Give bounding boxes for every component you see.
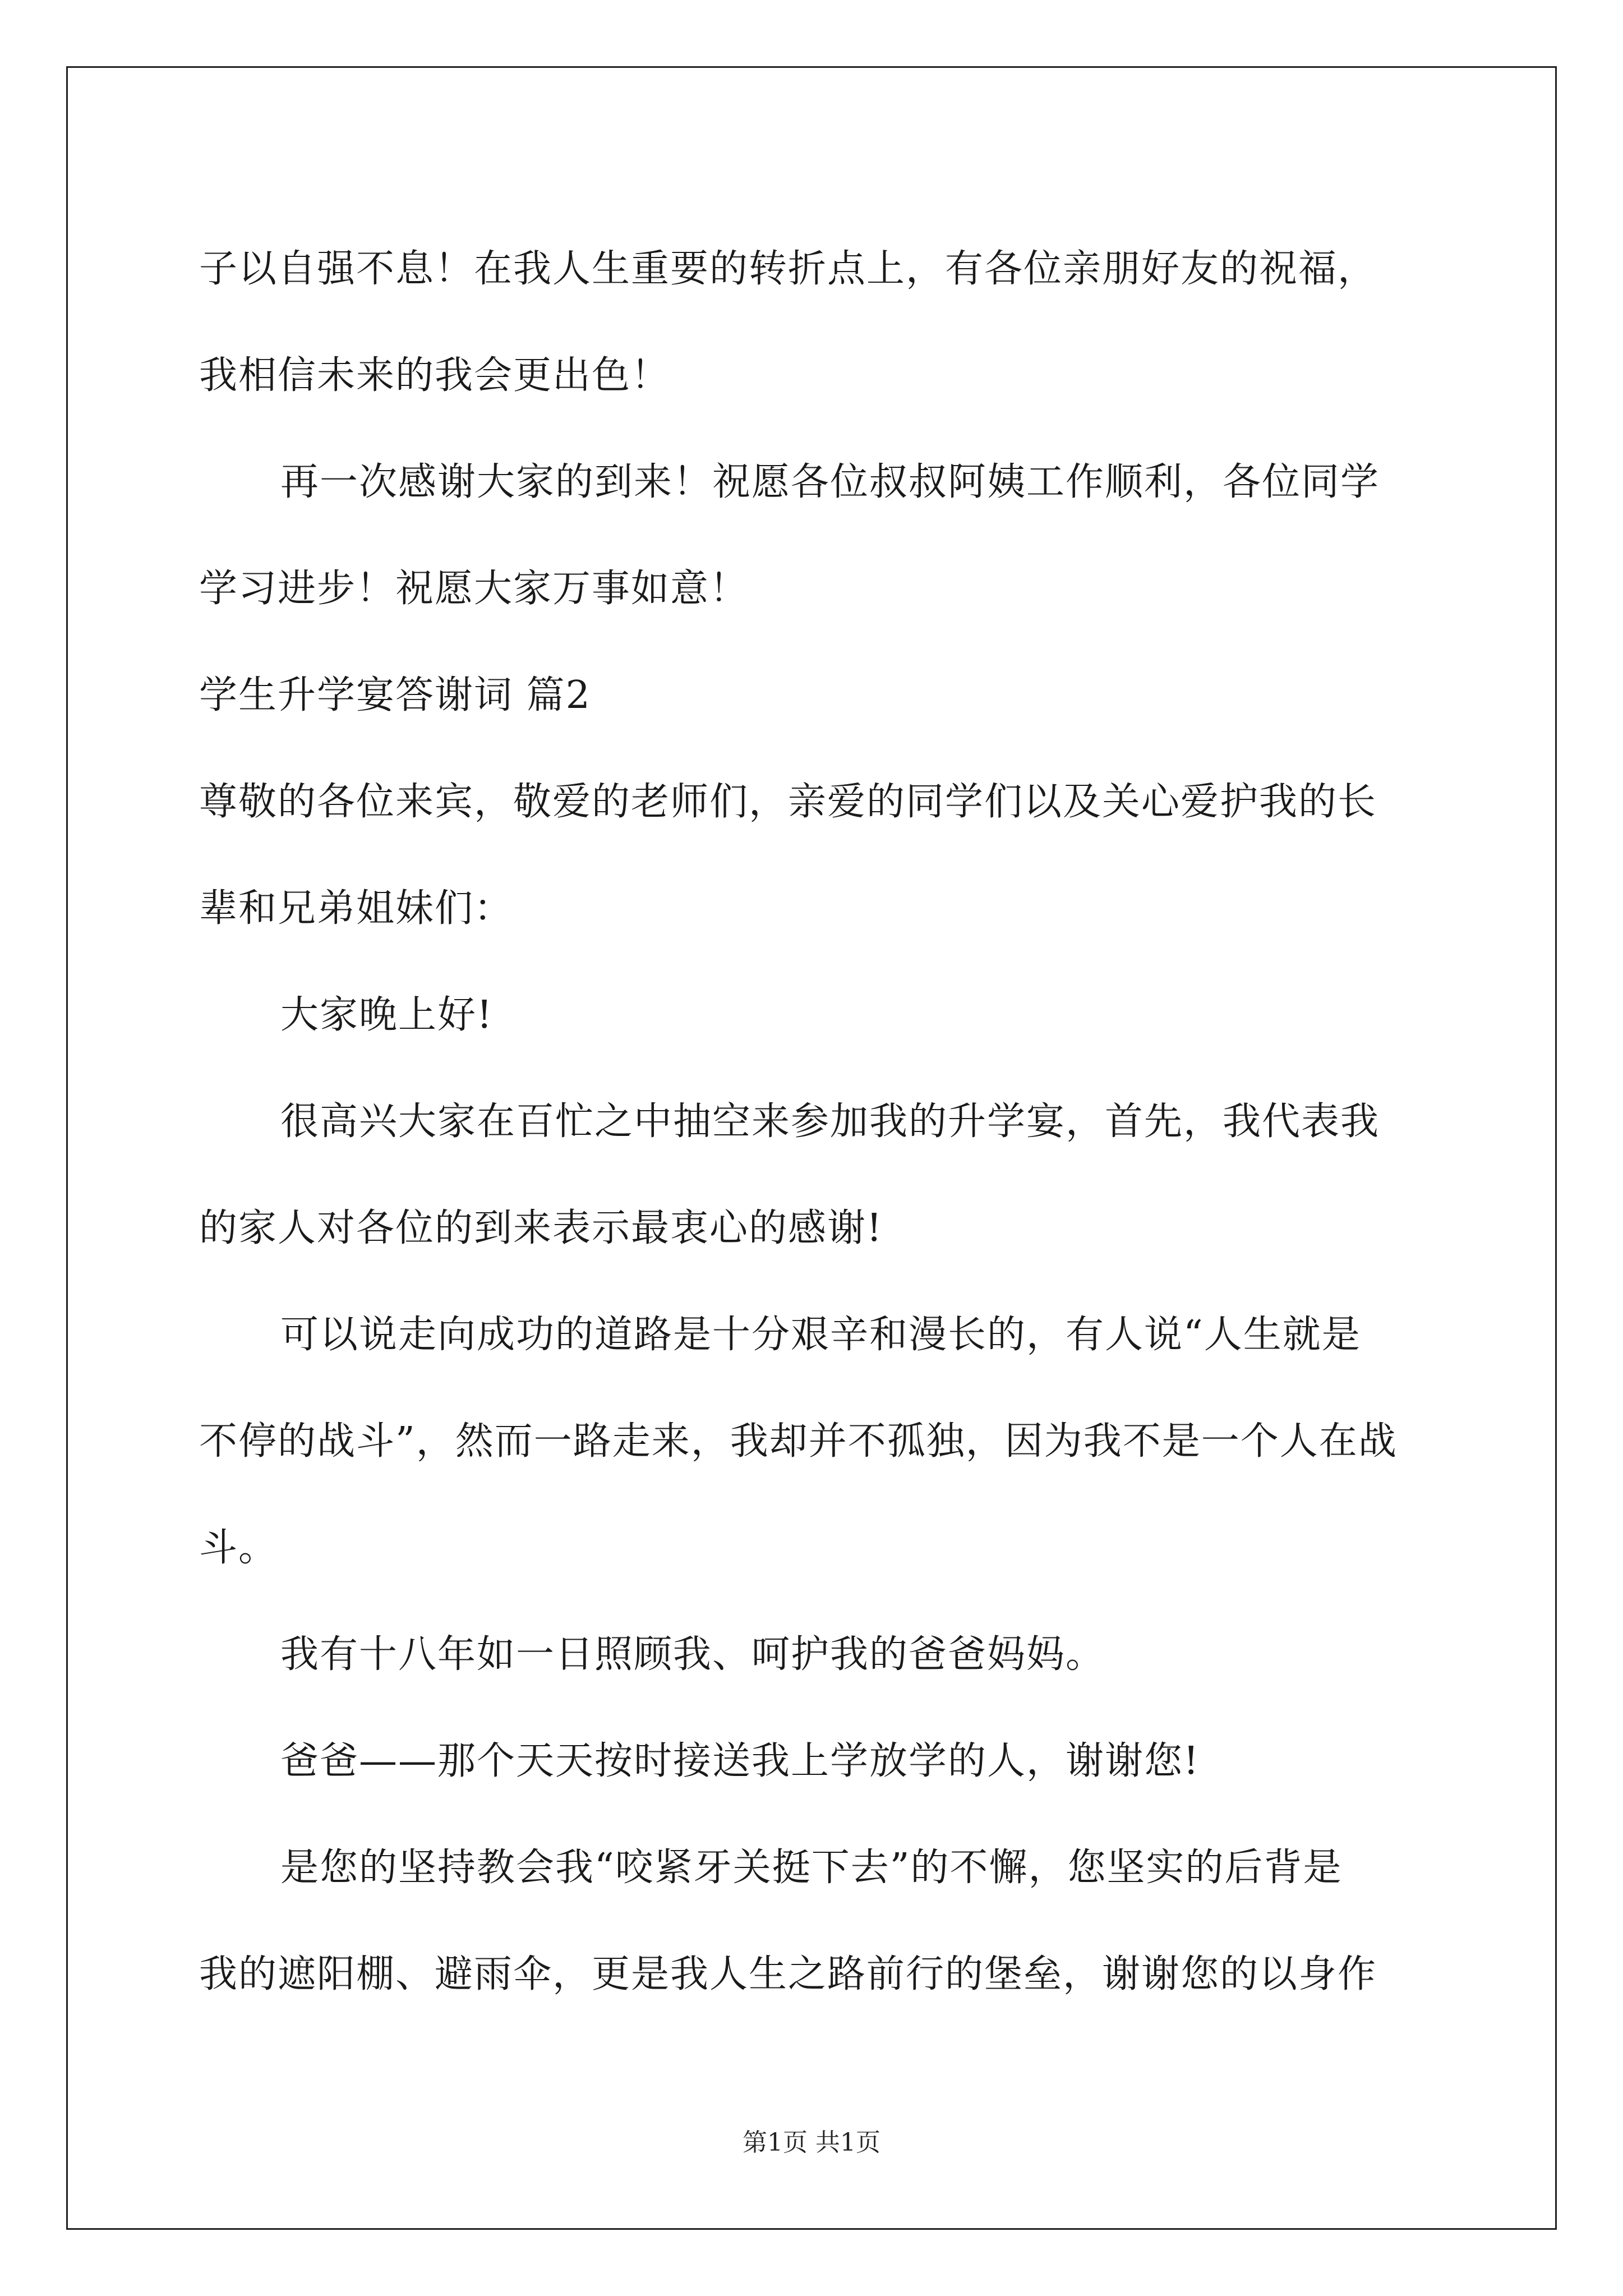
text-line: 尊敬的各位来宾，敬爱的老师们，亲爱的同学们以及关心爱护我的长 xyxy=(199,780,1377,824)
text-line: 不停的战斗”，然而一路走来，我却并不孤独，因为我不是一个人在战 xyxy=(199,1419,1398,1464)
text-line: 很高兴大家在百忙之中抽空来参加我的升学宴，首先，我代表我 xyxy=(280,1099,1380,1144)
text-line: 辈和兄弟姐妹们： xyxy=(199,886,514,931)
text-line: 我的遮阳棚、避雨伞，更是我人生之路前行的堡垒，谢谢您的以身作 xyxy=(199,1952,1377,1996)
text-line: 大家晚上好! xyxy=(280,993,494,1037)
text-line: 是您的坚持教会我“咬紧牙关挺下去”的不懈，您坚实的后背是 xyxy=(280,1846,1343,1890)
text-line: 再一次感谢大家的到来！祝愿各位叔叔阿姨工作顺利，各位同学 xyxy=(280,460,1380,504)
section-heading: 学生升学宴答谢词 篇2 xyxy=(199,673,591,717)
text-line: 我有十八年如一日照顾我、呵护我的爸爸妈妈。 xyxy=(280,1632,1105,1677)
document-body xyxy=(199,216,1427,2028)
text-line: 我相信未来的我会更出色！ xyxy=(199,353,671,398)
text-line: 斗。 xyxy=(199,1526,278,1570)
text-line: 爸爸——那个天天按时接送我上学放学的人，谢谢您! xyxy=(280,1739,1200,1783)
text-line: 可以说走向成功的道路是十分艰辛和漫长的，有人说“人生就是 xyxy=(280,1313,1361,1357)
text-line: 的家人对各位的到来表示最衷心的感谢! xyxy=(199,1206,883,1250)
text-line: 学习进步！祝愿大家万事如意！ xyxy=(199,567,749,611)
text-line: 子以自强不息！在我人生重要的转折点上，有各位亲朋好友的祝福， xyxy=(199,247,1377,291)
page-number-footer: 第1页 共1页 xyxy=(743,2128,880,2157)
